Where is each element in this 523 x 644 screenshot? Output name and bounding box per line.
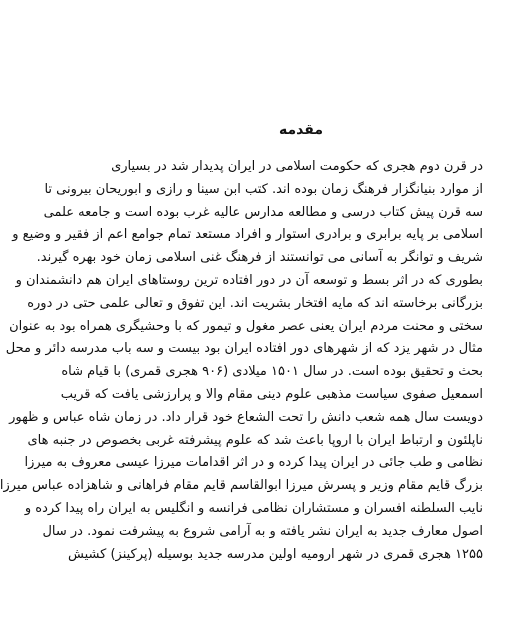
text-line: اسلامی بر پایه برابری و برادری استوار و افراد مستعد تمام جوامع اعم از فقیر و وضیع و	[12, 227, 483, 243]
text-line: بزرگ قایم مقام وزیر و پسرش میرزا ابوالقاسم قایم مقام فراهانی و شاهزاده عباس میرزا	[0, 478, 483, 494]
text-line: دویست سال همه شعب دانش را تحت الشعاع خود قرار داد. در زمان شاه عباس و ظهور	[9, 409, 483, 425]
text-line: شریف و توانگر به آسانی می توانستند از فرهنگ غنی اسلامی زمان خود بهره گیرند.	[36, 250, 483, 266]
text-line: نظامی و طب جائی در ایران پیدا کرده و در اثر اقدامات میرزا عیسی معروف به میرزا	[24, 455, 483, 471]
text-line: بطوری که در اثر بسط و توسعه آن در دور افتاده ترین روستاهای ایران هم دانشمندان و	[15, 272, 483, 288]
text-line: ۱۲۵۵ هجری قمری در شهر ارومیه اولین مدرسه جدید بوسیله (پرکینز) کشیش	[68, 546, 483, 562]
text-line: بحث و تحقیق بوده است. در سال ۱۵۰۱ میلادی (۹۰۶ هجری قمری) با قیام شاه	[61, 364, 483, 380]
text-line: سه قرن پیش کتاب درسی و مطالعه مدارس عالیه غرب بوده است و جامعه علمی	[43, 204, 483, 220]
text-line: بزرگانی برخاسته اند که مایه افتخار بشریت اند. این تفوق و تعالی علمی حتی در دوره	[27, 295, 483, 311]
text-line: از موارد بنیانگزار فرهنگ زمان بوده اند. کتب ابن سینا و رازی و ابوریحان بیرونی تا	[44, 181, 483, 197]
body-paragraph	[0, 156, 483, 566]
text-line: نایب السلطنه افسران و مستشاران نظامی فرانسه و انگلیس به ایران راه پیدا کرده و	[24, 500, 483, 516]
text-line: مثال در شهر یزد که از شهرهای دور افتاده ایران بود بیست و سه باب مدرسه دائر و محل	[5, 341, 483, 357]
text-line: سختی و محنت مردم ایران یعنی عصر مغول و تیمور که با وحشیگری همراه بود به عنوان	[9, 318, 483, 334]
text-line: اصول معارف جدید به ایران نشر یافته و به آرامی شروع به پیشرفت نمود. در سال	[42, 523, 483, 539]
text-line: در قرن دوم هجری که حکومت اسلامی در ایران پدیدار شد در بسیاری	[111, 159, 483, 174]
text-line: ناپلئون و ارتباط ایران با اروپا باعث شد که علوم پیشرفته غربی بخصوص در جنبه های	[27, 432, 483, 448]
text-line: اسمعیل صفوی سیاست مذهبی علوم دینی مقام والا و پرارزشی یافت که قریب	[60, 386, 483, 402]
section-heading: مقدمه	[279, 122, 323, 138]
